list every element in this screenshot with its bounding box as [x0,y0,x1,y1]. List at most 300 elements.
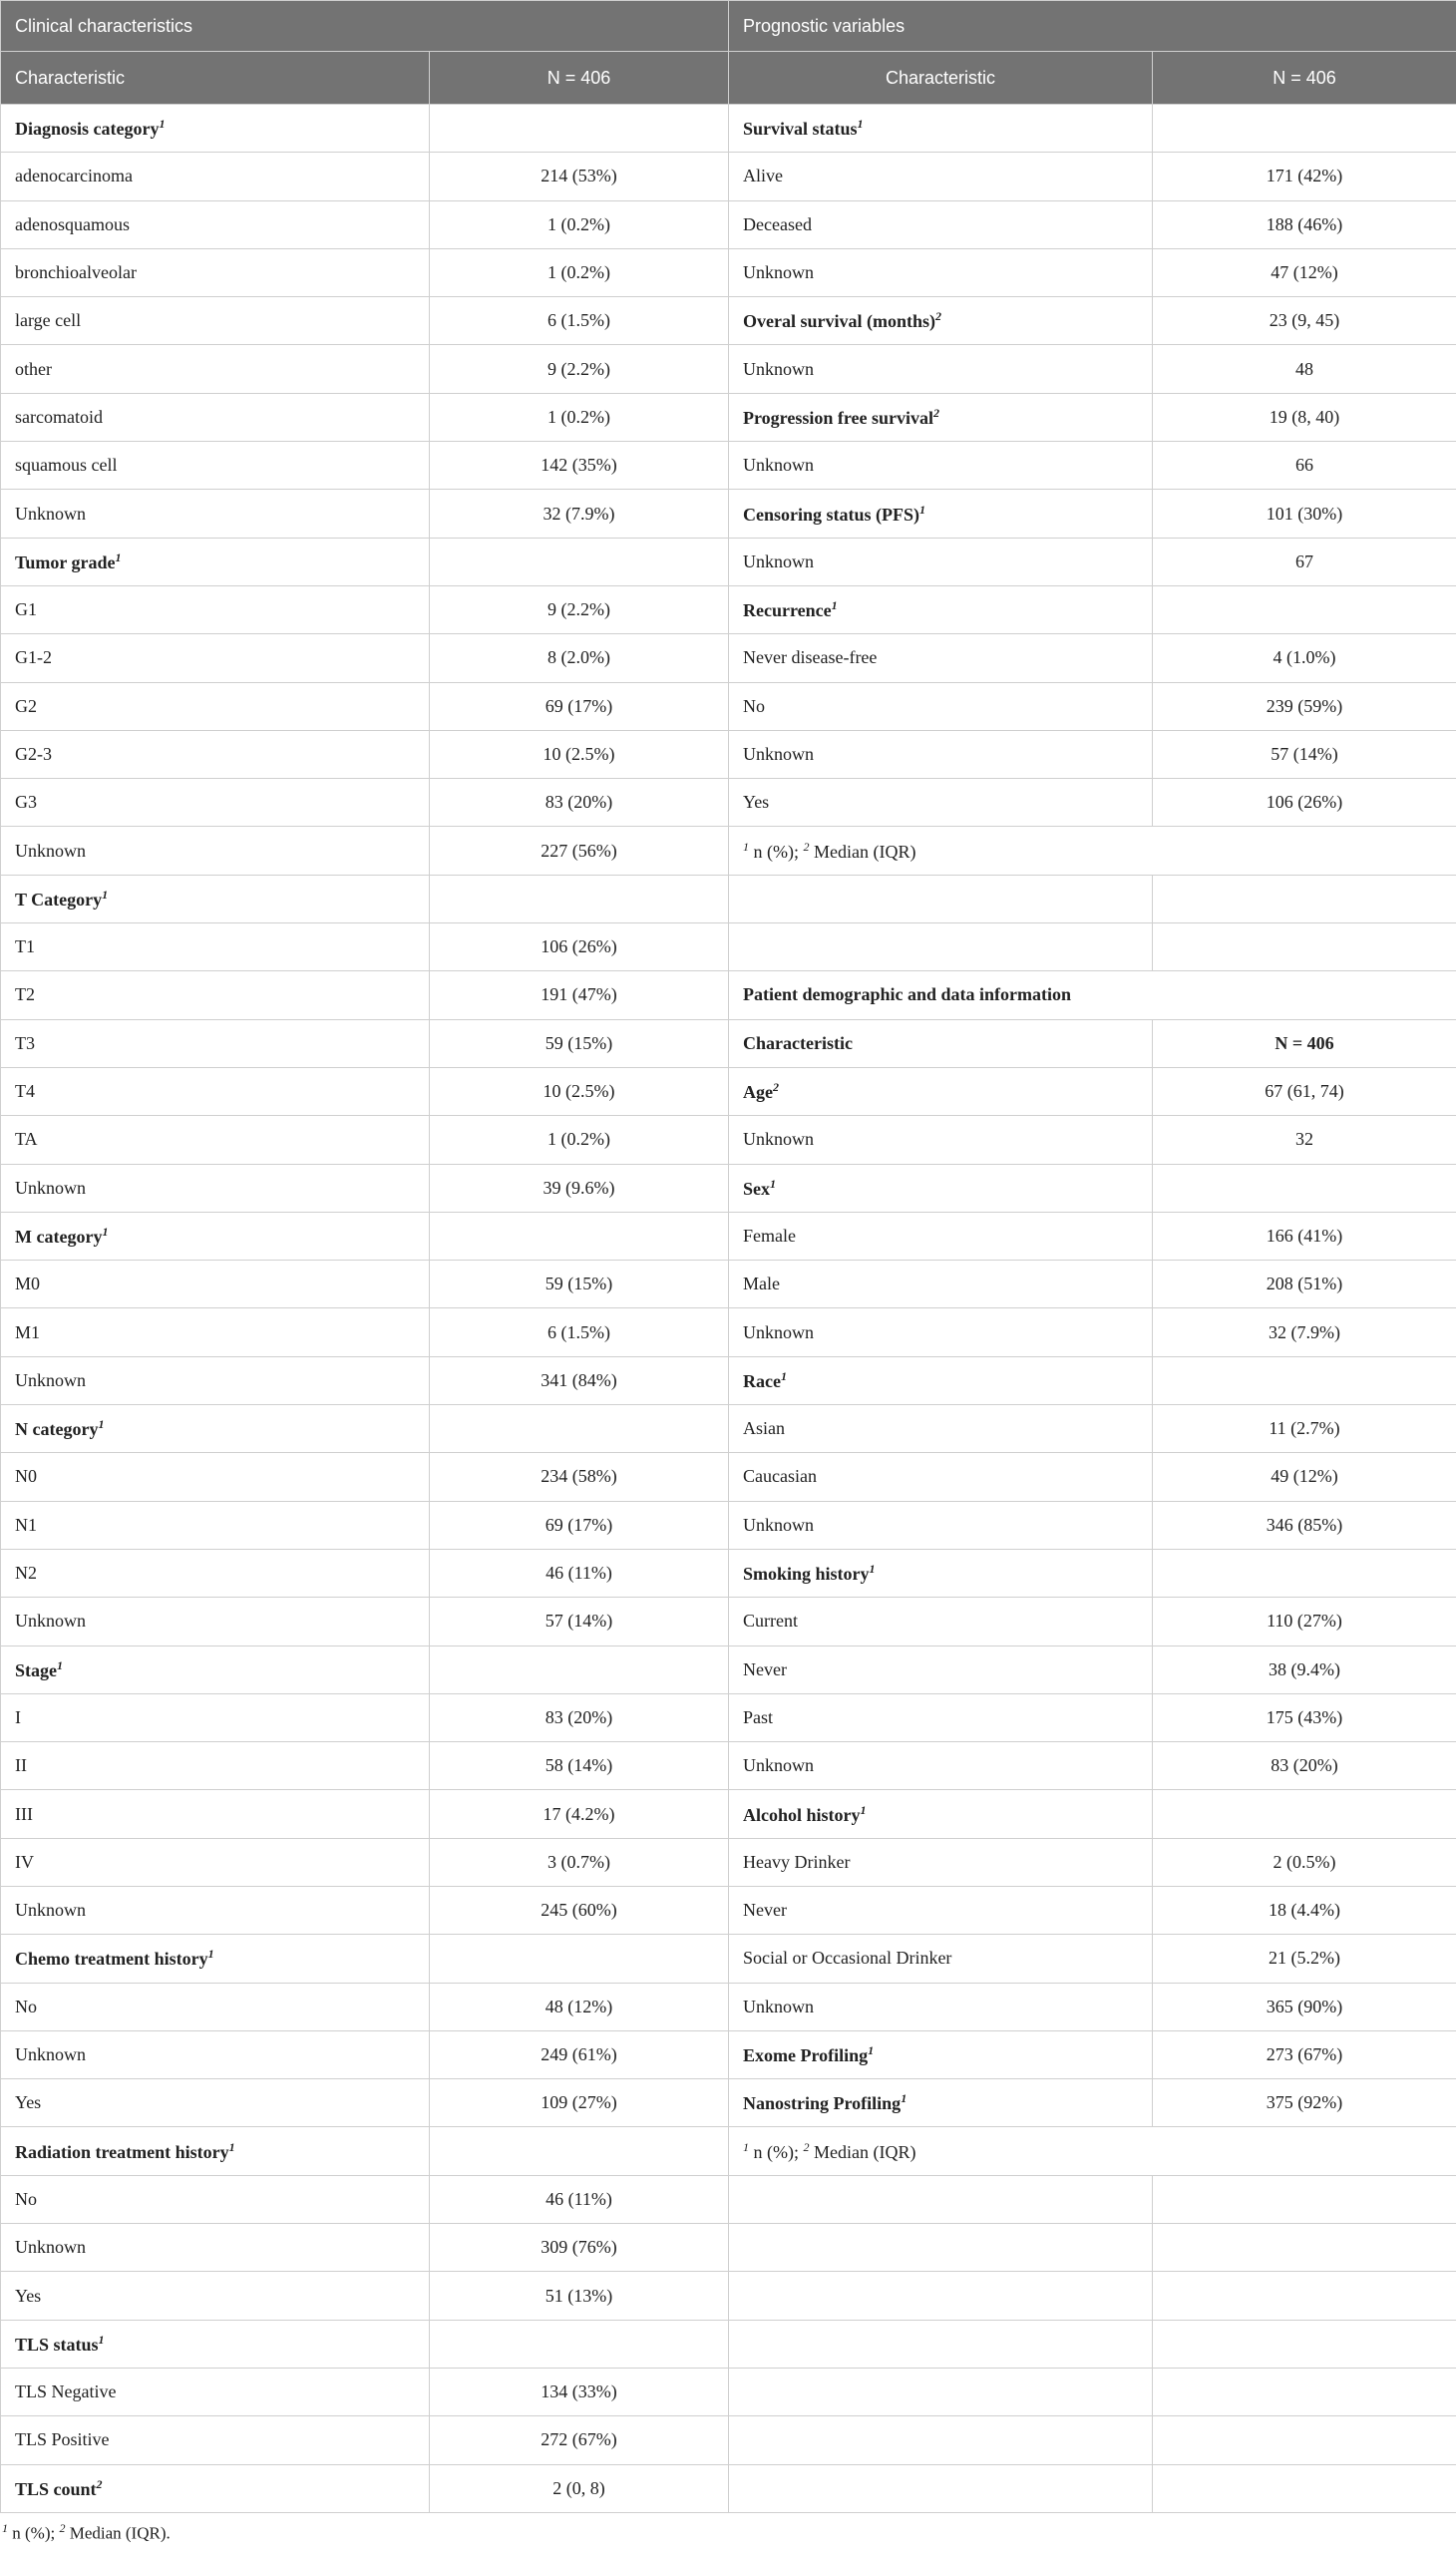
right-label-cell [729,1356,1153,1404]
left-value-cell [430,875,729,922]
left-value-cell: 8 (2.0%) [430,634,729,682]
left-label-cell [1,1549,430,1597]
left-value-cell: 245 (60%) [430,1886,729,1934]
right-row-label: Unknown [743,1514,814,1535]
left-value-cell [430,2320,729,2368]
empty-cell [1153,2320,1456,2368]
right-label-cell [729,538,1153,585]
left-col-n: N = 406 [430,52,729,105]
right-row-footnote-mark: 1 [919,502,926,517]
right-row-label: Male [743,1274,780,1294]
left-value-cell [430,1935,729,1983]
right-label-cell [729,585,1153,633]
left-row-label: Stage [15,1659,57,1680]
left-row-footnote-mark: 1 [102,887,109,902]
table-row [1,1598,1456,1645]
left-label-cell [1,1598,430,1645]
left-value-cell: 69 (17%) [430,1501,729,1549]
right-value-cell [1153,1356,1456,1404]
left-row-label: TLS count [15,2478,97,2499]
left-row-label: G2-3 [15,744,52,764]
right-row-label: Unknown [743,744,814,764]
empty-cell [729,875,1153,922]
left-row-label: No [15,1996,37,2016]
table-row [1,634,1456,682]
left-row-label: Unknown [15,1900,86,1921]
left-label-cell [1,2224,430,2272]
right-row-label: Never [743,1658,787,1679]
right-value-cell: 38 (9.4%) [1153,1645,1456,1693]
left-label-cell [1,779,430,827]
left-row-label: T2 [15,984,35,1005]
right-row-label: Censoring status (PFS) [743,504,920,525]
left-value-cell: 2 (0, 8) [430,2464,729,2512]
right-value-cell: 2 (0.5%) [1153,1838,1456,1886]
right-value-cell: 110 (27%) [1153,1598,1456,1645]
right-value-cell: 11 (2.7%) [1153,1405,1456,1453]
left-label-cell [1,200,430,248]
table-row [1,2320,1456,2368]
right-label-cell [729,1261,1153,1308]
patient-demographic-section-title: Patient demographic and data information [729,971,1456,1019]
left-value-cell: 1 (0.2%) [430,200,729,248]
left-value-cell: 46 (11%) [430,1549,729,1597]
right-value-cell: 365 (90%) [1153,1983,1456,2030]
right-row-footnote-mark: 1 [868,2043,875,2058]
left-label-cell [1,1308,430,1356]
table-row [1,1453,1456,1501]
left-row-label: TLS Positive [15,2429,110,2450]
left-value-cell: 59 (15%) [430,1019,729,1067]
left-row-label: Yes [15,2092,42,2113]
right-value-cell: 19 (8, 40) [1153,393,1456,441]
table-row [1,1549,1456,1597]
table-row [1,105,1456,153]
left-label-cell [1,442,430,490]
section-footnote-text-2: Median (IQR) [813,2141,916,2162]
table-row [1,682,1456,730]
left-value-cell [430,2127,729,2175]
left-value-cell: 142 (35%) [430,442,729,490]
left-value-cell: 58 (14%) [430,1742,729,1790]
table-row [1,1019,1456,1067]
table-row [1,779,1456,827]
right-value-cell: 171 (42%) [1153,153,1456,200]
table-row [1,1790,1456,1838]
right-value-cell: 188 (46%) [1153,200,1456,248]
right-row-footnote-mark: 1 [860,1802,867,1817]
left-label-cell [1,2320,430,2368]
left-label-cell [1,1693,430,1741]
left-label-cell [1,1935,430,1983]
table-row [1,2368,1456,2415]
left-row-label: N1 [15,1514,37,1535]
empty-cell [729,2224,1153,2272]
left-row-label: G3 [15,792,37,813]
right-row-label: Caucasian [743,1466,817,1487]
right-label-cell [729,1164,1153,1212]
left-label-cell [1,730,430,778]
right-value-cell: 32 [1153,1116,1456,1164]
table-row [1,248,1456,296]
left-row-label: TLS status [15,2334,99,2355]
right-value-cell: 66 [1153,442,1456,490]
left-row-label: Unknown [15,503,86,524]
empty-cell [1153,2175,1456,2223]
left-value-cell: 48 (12%) [430,1983,729,2030]
left-value-cell: 39 (9.6%) [430,1164,729,1212]
left-label-cell [1,1164,430,1212]
left-label-cell [1,971,430,1019]
footnote-sup-2: 2 [59,2520,66,2535]
right-col-n: N = 406 [1153,52,1456,105]
demographic-col-characteristic: Characteristic [729,1019,1153,1067]
left-label-cell [1,345,430,393]
right-value-cell: 18 (4.4%) [1153,1886,1456,1934]
left-value-cell: 234 (58%) [430,1453,729,1501]
right-row-label: Unknown [743,262,814,283]
left-row-footnote-mark: 1 [228,2139,235,2154]
table-row [1,1356,1456,1404]
left-value-cell [430,1405,729,1453]
right-row-label: Nanostring Profiling [743,2093,902,2114]
left-row-footnote-mark: 2 [96,2476,103,2491]
right-row-label: Asian [743,1418,785,1439]
left-label-cell [1,538,430,585]
table-row [1,490,1456,538]
left-row-label: T4 [15,1081,35,1102]
right-value-cell: 175 (43%) [1153,1693,1456,1741]
left-row-label: Unknown [15,1177,86,1198]
empty-cell [729,2175,1153,2223]
left-row-label: T Category [15,889,103,910]
right-label-cell [729,200,1153,248]
right-value-cell: 101 (30%) [1153,490,1456,538]
right-value-cell: 57 (14%) [1153,730,1456,778]
left-label-cell [1,875,430,922]
left-value-cell: 272 (67%) [430,2416,729,2464]
left-label-cell [1,827,430,875]
right-label-cell [729,1645,1153,1693]
right-label-cell [729,1212,1153,1260]
right-label-cell [729,153,1153,200]
left-row-label: I [15,1706,21,1727]
section-footnote-sup-2: 2 [803,2139,810,2154]
right-row-footnote-mark: 1 [770,1176,776,1191]
table-row [1,297,1456,345]
left-value-cell: 10 (2.5%) [430,730,729,778]
right-label-cell [729,2030,1153,2078]
right-row-footnote-mark: 1 [901,2091,908,2106]
left-value-cell: 3 (0.7%) [430,1838,729,1886]
demographic-col-n: N = 406 [1153,1019,1456,1067]
left-row-label: G1-2 [15,647,52,668]
left-label-cell [1,1405,430,1453]
left-value-cell [430,105,729,153]
right-label-cell [729,1838,1153,1886]
left-label-cell [1,2175,430,2223]
table-row [1,1983,1456,2030]
table-row [1,1164,1456,1212]
right-label-cell [729,1308,1153,1356]
left-label-cell [1,2079,430,2127]
prognostic-variables-title: Prognostic variables [729,1,1456,52]
left-label-cell [1,297,430,345]
right-row-label: Sex [743,1178,770,1199]
left-label-cell [1,1838,430,1886]
table-row [1,923,1456,971]
table-row [1,1212,1456,1260]
left-label-cell [1,1453,430,1501]
left-row-label: Unknown [15,840,86,861]
right-value-cell: 239 (59%) [1153,682,1456,730]
right-label-cell [729,1549,1153,1597]
right-value-cell: 67 [1153,538,1456,585]
left-row-label: large cell [15,310,82,331]
left-value-cell [430,1645,729,1693]
left-value-cell: 69 (17%) [430,682,729,730]
right-label-cell [729,1886,1153,1934]
left-value-cell: 6 (1.5%) [430,297,729,345]
left-value-cell: 57 (14%) [430,1598,729,1645]
footnote-sup-1: 1 [2,2520,8,2535]
section-footnote-text-2: Median (IQR) [813,841,916,862]
left-row-label: G1 [15,599,37,620]
right-value-cell: 166 (41%) [1153,1212,1456,1260]
left-value-cell: 341 (84%) [430,1356,729,1404]
right-label-cell [729,297,1153,345]
left-label-cell [1,1356,430,1404]
table-row [1,2079,1456,2127]
left-value-cell: 106 (26%) [430,923,729,971]
right-value-cell [1153,1164,1456,1212]
left-label-cell [1,1790,430,1838]
right-row-label: No [743,695,765,716]
table-row [1,2416,1456,2464]
left-row-label: N category [15,1419,99,1440]
right-label-cell [729,490,1153,538]
left-row-label: No [15,2188,37,2209]
right-value-cell: 21 (5.2%) [1153,1935,1456,1983]
left-value-cell: 17 (4.2%) [430,1790,729,1838]
right-label-cell [729,1983,1153,2030]
right-row-label: Deceased [743,213,812,234]
right-row-label: Current [743,1611,798,1632]
left-row-label: IV [15,1851,34,1872]
left-label-cell [1,1212,430,1260]
left-row-label: Unknown [15,1369,86,1390]
right-value-cell [1153,1790,1456,1838]
right-label-cell [729,1598,1153,1645]
right-row-label: Alive [743,166,783,186]
empty-cell [1153,2464,1456,2512]
left-row-label: M0 [15,1274,41,1294]
right-value-cell: 47 (12%) [1153,248,1456,296]
table-row [1,2224,1456,2272]
table-row [1,153,1456,200]
left-row-label: T3 [15,1032,35,1053]
left-label-cell [1,1019,430,1067]
empty-cell [729,2368,1153,2415]
left-label-cell [1,1645,430,1693]
left-label-cell [1,2464,430,2512]
right-row-label: Unknown [743,358,814,379]
left-row-label: sarcomatoid [15,406,103,427]
right-label-cell [729,1935,1153,1983]
right-value-cell: 375 (92%) [1153,2079,1456,2127]
table-row [1,393,1456,441]
left-label-cell [1,1261,430,1308]
right-value-cell [1153,585,1456,633]
right-value-cell: 208 (51%) [1153,1261,1456,1308]
right-label-cell [729,1453,1153,1501]
left-row-label: Diagnosis category [15,119,160,140]
left-row-label: TA [15,1129,38,1150]
left-label-cell [1,2127,430,2175]
left-label-cell [1,2030,430,2078]
table-row [1,1405,1456,1453]
right-row-label: Never [743,1900,787,1921]
footnote-text-1: n (%); [8,2523,60,2543]
right-row-label: Social or Occasional Drinker [743,1948,952,1969]
right-row-footnote-mark: 2 [932,405,939,420]
left-label-cell [1,634,430,682]
right-value-cell: 346 (85%) [1153,1501,1456,1549]
left-value-cell: 46 (11%) [430,2175,729,2223]
table-row [1,971,1456,1019]
right-row-footnote-mark: 2 [773,1080,779,1095]
table-row [1,538,1456,585]
left-row-label: N2 [15,1563,37,1584]
left-value-cell: 6 (1.5%) [430,1308,729,1356]
left-label-cell [1,2272,430,2320]
left-row-label: M1 [15,1321,41,1342]
left-row-label: Unknown [15,2237,86,2258]
left-label-cell [1,923,430,971]
right-label-cell [729,442,1153,490]
left-row-label: M category [15,1226,103,1247]
right-label-cell [729,1116,1153,1164]
left-row-label: Tumor grade [15,551,116,572]
left-label-cell [1,1886,430,1934]
left-label-cell [1,393,430,441]
table-footnote [0,2513,1456,2552]
right-label-cell [729,248,1153,296]
table-row [1,1693,1456,1741]
right-value-cell: 4 (1.0%) [1153,634,1456,682]
left-value-cell: 51 (13%) [430,2272,729,2320]
right-label-cell [729,105,1153,153]
table-row [1,2127,1456,2175]
left-value-cell: 1 (0.2%) [430,248,729,296]
right-row-label: Unknown [743,1996,814,2016]
right-row-label: Recurrence [743,600,832,621]
left-col-characteristic: Characteristic [1,52,430,105]
table-row [1,1742,1456,1790]
left-row-label: other [15,358,52,379]
footnote-text-2: Median (IQR). [65,2523,171,2543]
left-value-cell: 9 (2.2%) [430,345,729,393]
left-value-cell: 134 (33%) [430,2368,729,2415]
section-footnote-text-1: n (%); [753,841,804,862]
right-row-label: Progression free survival [743,407,933,428]
left-row-label: II [15,1755,27,1776]
left-value-cell [430,538,729,585]
right-col-characteristic: Characteristic [729,52,1153,105]
right-row-label: Unknown [743,550,814,571]
right-row-label: Unknown [743,455,814,476]
left-value-cell: 309 (76%) [430,2224,729,2272]
right-value-cell: 32 (7.9%) [1153,1308,1456,1356]
left-row-footnote-mark: 1 [115,549,122,564]
right-value-cell: 49 (12%) [1153,1453,1456,1501]
left-value-cell [430,1212,729,1260]
left-value-cell: 9 (2.2%) [430,585,729,633]
right-row-label: Yes [743,792,770,813]
right-row-footnote-mark: 1 [869,1562,876,1577]
right-value-cell: 273 (67%) [1153,2030,1456,2078]
left-value-cell: 109 (27%) [430,2079,729,2127]
right-value-cell [1153,105,1456,153]
table-row [1,827,1456,875]
right-row-footnote-mark: 1 [831,598,838,613]
right-value-cell [1153,1549,1456,1597]
right-label-cell [729,730,1153,778]
right-label-cell [729,345,1153,393]
table-row [1,1935,1456,1983]
left-value-cell: 249 (61%) [430,2030,729,2078]
left-row-label: T1 [15,936,35,957]
table-row [1,2175,1456,2223]
left-value-cell: 83 (20%) [430,779,729,827]
right-row-label: Overal survival (months) [743,311,935,332]
left-label-cell [1,2368,430,2415]
right-row-label: Never disease-free [743,647,878,668]
left-label-cell [1,1067,430,1115]
left-value-cell: 32 (7.9%) [430,490,729,538]
right-label-cell [729,1790,1153,1838]
table-row [1,1501,1456,1549]
empty-cell [1153,2224,1456,2272]
right-section-footnote [729,2127,1456,2175]
left-row-label: Unknown [15,1611,86,1632]
table-row [1,2030,1456,2078]
empty-cell [729,923,1153,971]
table-row [1,200,1456,248]
table-row [1,1886,1456,1934]
left-label-cell [1,2416,430,2464]
left-value-cell: 83 (20%) [430,1693,729,1741]
right-label-cell [729,1405,1153,1453]
left-label-cell [1,105,430,153]
left-row-label: adenosquamous [15,213,130,234]
left-label-cell [1,1501,430,1549]
left-row-label: Unknown [15,2044,86,2065]
left-row-footnote-mark: 1 [98,1417,105,1432]
table-row [1,585,1456,633]
table-row [1,1308,1456,1356]
right-value-cell: 83 (20%) [1153,1742,1456,1790]
empty-cell [1153,2272,1456,2320]
right-row-label: Unknown [743,1755,814,1776]
left-row-label: Radiation treatment history [15,2141,229,2162]
right-label-cell [729,1067,1153,1115]
left-row-footnote-mark: 1 [98,2332,105,2347]
right-row-label: Age [743,1082,773,1103]
table-row [1,1645,1456,1693]
table-row [1,1116,1456,1164]
table-row [1,1261,1456,1308]
